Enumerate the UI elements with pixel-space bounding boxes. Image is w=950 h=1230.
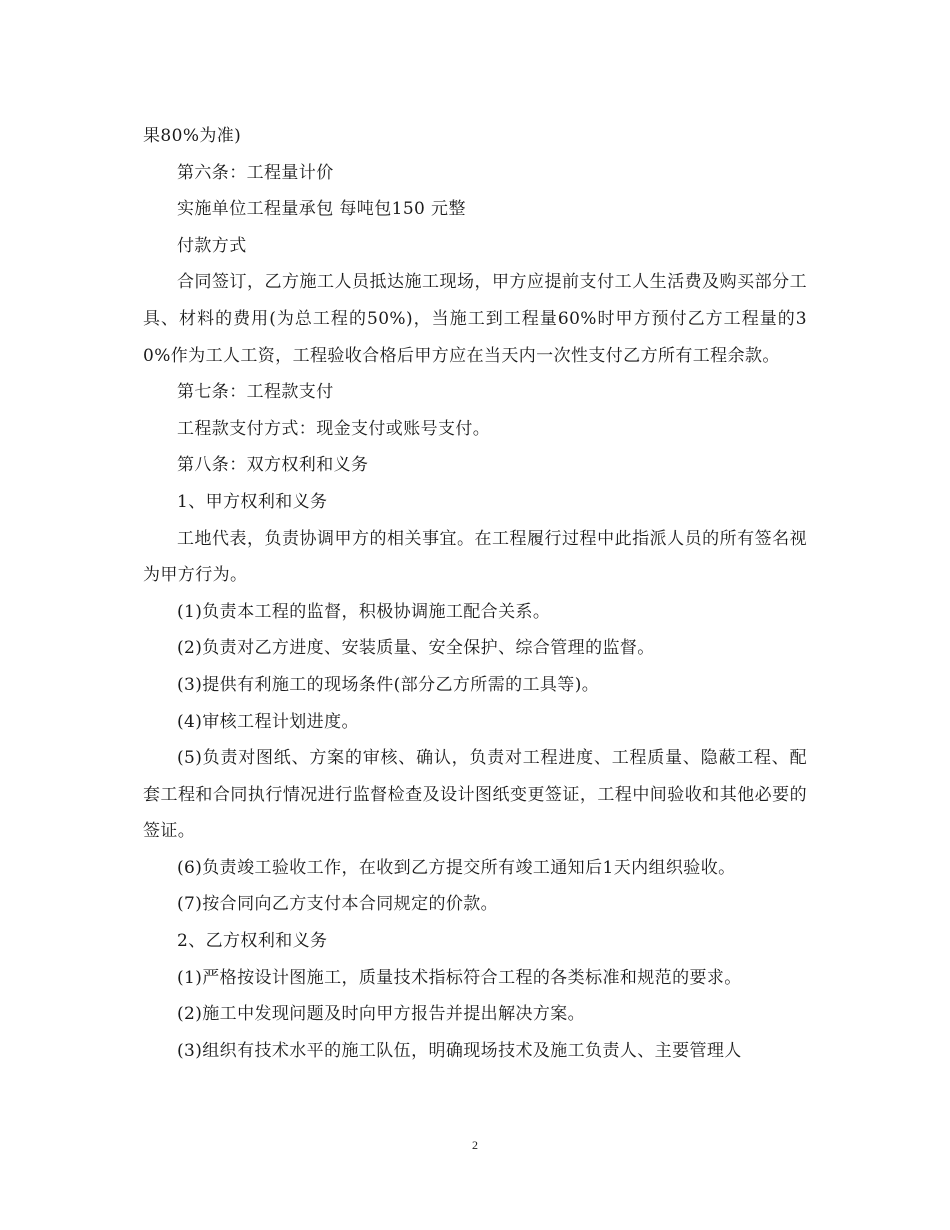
paragraph-site-representative: 工地代表，负责协调甲方的相关事宜。在工程履行过程中此指派人员的所有签名视为甲方行为。 [143, 528, 807, 586]
party-b-item-1: (1)严格按设计图施工，质量技术指标符合工程的各类标准和规范的要求。 [177, 967, 742, 988]
party-b-heading: 2、乙方权利和义务 [177, 931, 328, 952]
party-a-item-5: (5)负责对图纸、方案的审核、确认，负责对工程进度、工程质量、隐蔽工程、配套工程和合同执行情况进行监督检查及设计图纸变更签证，工程中间验收和其他必要的签证。 [143, 748, 807, 842]
party-a-item-3: (3)提供有利施工的现场条件(部分乙方所需的工具等)。 [177, 674, 600, 695]
party-a-item-4: (4)审核工程计划进度。 [177, 711, 359, 732]
document-body [143, 118, 807, 1069]
party-a-item-6: (6)负责竣工验收工作，在收到乙方提交所有竣工通知后1天内组织验收。 [177, 857, 736, 878]
paragraph-payment-mode: 工程款支付方式：现金支付或账号支付。 [177, 418, 491, 439]
paragraph-payment-terms: 合同签订，乙方施工人员抵达施工现场，甲方应提前支付工人生活费及购买部分工具、材料的费用(为总工程的50%)，当施工到工程量60%时甲方预付乙方工程量的30%作为工人工资，工程验收合格后甲方应在当天内一次性支付乙方所有工程余款。 [143, 272, 807, 366]
party-a-item-2: (2)负责对乙方进度、安装质量、安全保护、综合管理的监督。 [177, 638, 655, 659]
party-b-item-2: (2)施工中发现问题及时向甲方报告并提出解决方案。 [177, 1004, 586, 1025]
article-eight-heading: 第八条：双方权利和义务 [177, 455, 369, 476]
party-a-heading: 1、甲方权利和义务 [177, 491, 328, 512]
party-b-item-3: (3)组织有技术水平的施工队伍，明确现场技术及施工负责人、主要管理人 [177, 1040, 742, 1061]
paragraph-continuation: 果80%为准) [143, 126, 242, 146]
party-a-item-7: (7)按合同向乙方支付本合同规定的价款。 [177, 894, 499, 915]
article-six-heading: 第六条：工程量计价 [177, 162, 334, 183]
page-number: 2 [472, 1138, 478, 1152]
party-a-item-1: (1)负责本工程的监督，积极协调施工配合关系。 [177, 601, 551, 622]
paragraph-unit-price: 实施单位工程量承包 每吨包150 元整 [177, 199, 466, 220]
article-seven-heading: 第七条：工程款支付 [177, 382, 334, 403]
payment-method-heading: 付款方式 [177, 235, 247, 256]
